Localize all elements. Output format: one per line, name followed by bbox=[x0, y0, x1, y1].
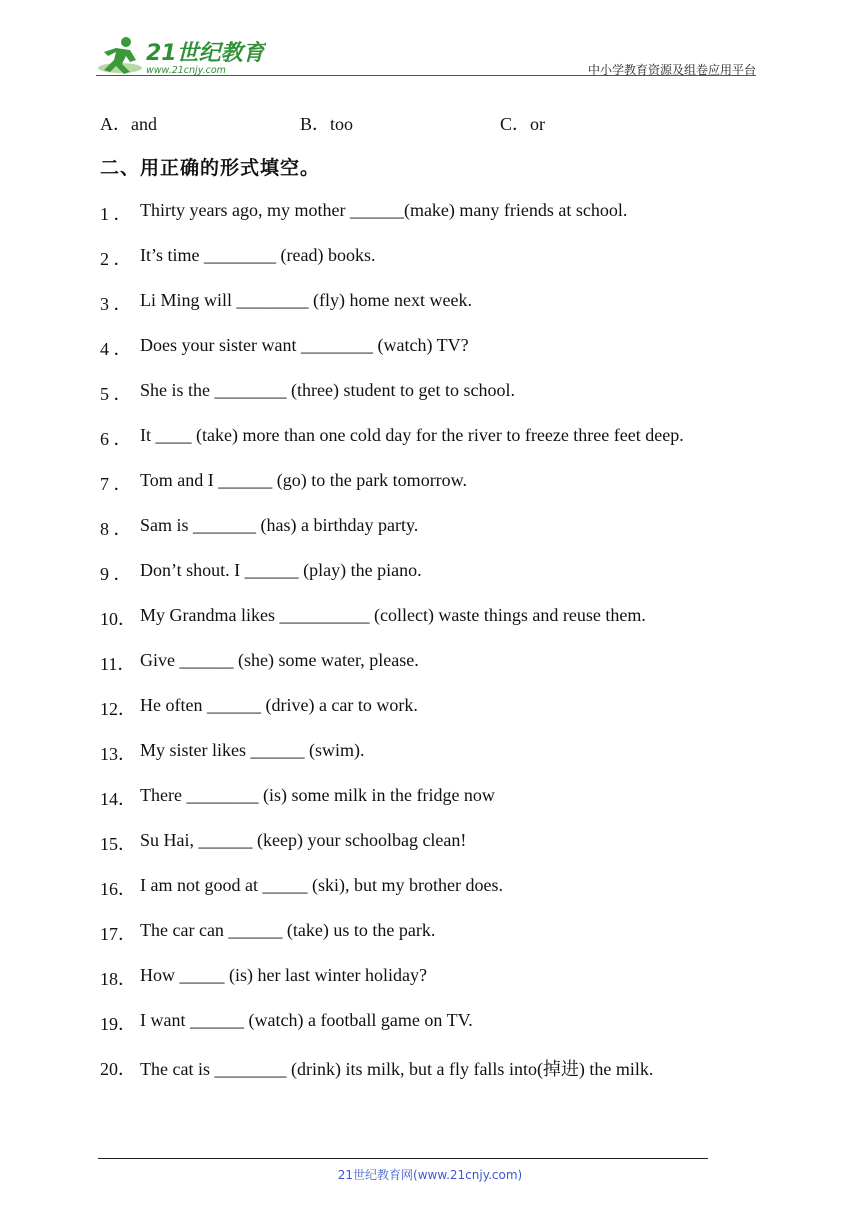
question-number: 3 ． bbox=[100, 294, 132, 314]
question-item bbox=[100, 695, 800, 740]
footer-divider bbox=[98, 1158, 708, 1159]
option-c: C．or bbox=[500, 114, 546, 134]
site-logo[interactable] bbox=[96, 34, 266, 78]
question-number: 12． bbox=[100, 699, 136, 719]
question-item bbox=[100, 740, 800, 785]
question-item bbox=[100, 290, 800, 335]
question-text: It ____ (take) more than one cold day for the river to freeze three feet deep. bbox=[140, 425, 684, 445]
question-text: Su Hai, ______ (keep) your schoolbag clean! bbox=[140, 830, 467, 850]
question-number: 17． bbox=[100, 924, 136, 944]
question-item bbox=[100, 1055, 800, 1100]
question-text: I want ______ (watch) a football game on TV. bbox=[140, 1010, 473, 1030]
question-number: 20． bbox=[100, 1059, 136, 1079]
question-number: 19． bbox=[100, 1014, 136, 1034]
question-text: My sister likes ______ (swim). bbox=[140, 740, 365, 760]
question-number: 5 ． bbox=[100, 384, 132, 404]
question-number: 13． bbox=[100, 744, 136, 764]
question-text: Give ______ (she) some water, please. bbox=[140, 650, 419, 670]
section-title: 二、用正确的形式填空。 bbox=[100, 157, 321, 179]
question-text: I am not good at _____ (ski), but my brother does. bbox=[140, 875, 503, 895]
question-item bbox=[100, 515, 800, 560]
question-text: Does your sister want ________ (watch) TV? bbox=[140, 335, 469, 355]
question-item bbox=[100, 200, 800, 245]
question-text: Thirty years ago, my mother ______(make) many friends at school. bbox=[140, 200, 628, 220]
question-item bbox=[100, 1010, 800, 1055]
question-item bbox=[100, 965, 800, 1010]
question-text: My Grandma likes __________ (collect) waste things and reuse them. bbox=[140, 605, 646, 625]
answer-options bbox=[100, 110, 750, 136]
question-number: 7 ． bbox=[100, 474, 132, 494]
question-text: Li Ming will ________ (fly) home next week. bbox=[140, 290, 472, 310]
question-number: 2 ． bbox=[100, 249, 132, 269]
header-divider bbox=[96, 75, 756, 76]
option-a: A．and bbox=[100, 114, 157, 134]
question-text: How _____ (is) her last winter holiday? bbox=[140, 965, 427, 985]
question-number: 10． bbox=[100, 609, 136, 629]
question-item bbox=[100, 380, 800, 425]
question-text: Sam is _______ (has) a birthday party. bbox=[140, 515, 419, 535]
question-number: 14． bbox=[100, 789, 136, 809]
question-number: 18． bbox=[100, 969, 136, 989]
question-item bbox=[100, 875, 800, 920]
question-number: 15． bbox=[100, 834, 136, 854]
question-item bbox=[100, 425, 800, 470]
footer-link[interactable]: 21世纪教育网(www.21cnjy.com) bbox=[337, 1168, 523, 1182]
question-number: 4 ． bbox=[100, 339, 132, 359]
question-number: 1 ． bbox=[100, 204, 132, 224]
question-number: 8 ． bbox=[100, 519, 132, 539]
question-text: It’s time ________ (read) books. bbox=[140, 245, 376, 265]
question-number: 6 ． bbox=[100, 429, 132, 449]
question-text: The car can ______ (take) us to the park. bbox=[140, 920, 436, 940]
logo-text: 21世纪教育 bbox=[146, 41, 265, 66]
page-header bbox=[96, 32, 756, 78]
question-number: 11． bbox=[100, 654, 136, 674]
question-text: Tom and I ______ (go) to the park tomorrow. bbox=[140, 470, 468, 490]
logo-url: www.21cnjy.com bbox=[146, 65, 226, 76]
question-item bbox=[100, 245, 800, 290]
header-platform-text: 中小学教育资源及组卷应用平台 bbox=[587, 63, 756, 77]
question-item bbox=[100, 560, 800, 605]
question-list bbox=[100, 200, 800, 1100]
question-text: The cat is ________ (drink) its milk, but a fly falls into(掉进) the milk. bbox=[140, 1059, 654, 1079]
question-text: Don’t shout. I ______ (play) the piano. bbox=[140, 560, 422, 580]
question-text: He often ______ (drive) a car to work. bbox=[140, 695, 418, 715]
question-item bbox=[100, 605, 800, 650]
question-text: There ________ (is) some milk in the fridge now bbox=[140, 785, 495, 805]
question-item bbox=[100, 335, 800, 380]
runner-logo-icon bbox=[96, 34, 266, 78]
question-item bbox=[100, 470, 800, 515]
question-item bbox=[100, 830, 800, 875]
option-b: B．too bbox=[300, 114, 354, 134]
question-item bbox=[100, 920, 800, 965]
question-number: 16． bbox=[100, 879, 136, 899]
question-number: 9 ． bbox=[100, 564, 132, 584]
question-text: She is the ________ (three) student to get to school. bbox=[140, 380, 515, 400]
question-item bbox=[100, 785, 800, 830]
question-item bbox=[100, 650, 800, 695]
